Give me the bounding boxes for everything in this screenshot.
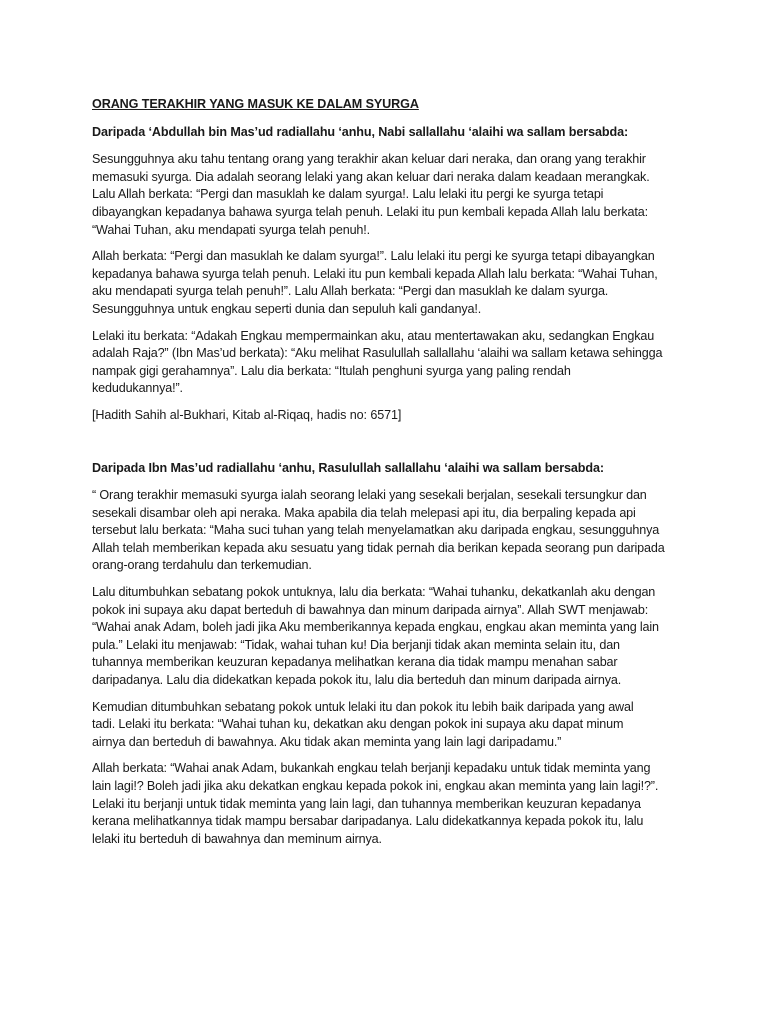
paragraph-line: pokok ini supaya aku dapat berteduh di bawahnya dan minum daripada airnya”. Allah SWT menjawab: (92, 602, 649, 617)
paragraph-line: daripadanya. Lalu dia didekatkan kepada pokok itu, lalu dia berteduh dan minum daripada airnya. (92, 673, 622, 688)
paragraph-line: “Wahai Tuhan, aku mendapati syurga telah penuh!. (92, 222, 370, 237)
paragraph-line: “Wahai anak Adam, boleh jadi jika Aku memberikannya kepada engkau, engkau akan meminta yang lain (92, 620, 659, 635)
paragraph-line: kerana melihatkannya tidak mampu bersabar daripadanya. Lalu didekatkannya kepada pokok itu, lalu (92, 814, 644, 829)
section1-paragraph-3 (92, 328, 688, 398)
paragraph-line: Sesungguhnya aku tahu tentang orang yang terakhir akan keluar dari neraka, dan orang yang terakhir (92, 152, 646, 167)
section2-paragraph-2 (92, 584, 688, 690)
document-title: ORANG TERAKHIR YANG MASUK KE DALAM SYURGA (92, 97, 419, 111)
section-gap (92, 434, 688, 460)
paragraph-line: tuhannya memberikan keuzuran kepadanya melihatkan kerana dia tidak mampu menahan sabar (92, 655, 618, 670)
section2-intro: Daripada Ibn Mas’ud radiallahu ‘anhu, Rasulullah sallallahu ‘alaihi wa sallam bersabda: (92, 460, 604, 475)
paragraph-line: adalah Raja?” (Ibn Mas’ud berkata): “Aku melihat Rasulullah sallallahu ‘alaihi wa sallam ketawa sehingga (92, 346, 663, 361)
section2-body (92, 487, 688, 848)
paragraph-line: tersebut lalu berkata: “Maha suci tuhan yang telah menyelamatkan aku daripada engkau, sesungguhnya (92, 523, 660, 538)
paragraph-line: pula.” Lelaki itu menjawab: “Tidak, wahai tuhan ku! Dia berjanji tidak akan meminta selain itu, dan (92, 637, 620, 652)
section1-paragraph-2 (92, 248, 688, 318)
paragraph-line: kedudukannya!”. (92, 381, 183, 396)
paragraph-line: airnya dan berteduh di bawahnya. Aku tidak akan meminta yang lain lagi daripadamu.” (92, 734, 562, 749)
hadith-citation: [Hadith Sahih al-Bukhari, Kitab al-Riqaq, hadis no: 6571] (92, 407, 402, 422)
paragraph-line: Allah berkata: “Wahai anak Adam, bukankah engkau telah berjanji kepadaku untuk tidak meminta yang (92, 761, 651, 776)
paragraph-line: dibayangkan kepadanya bahawa syurga telah penuh. Lelaki itu pun kembali kepada Allah lalu berkata: (92, 204, 648, 219)
paragraph-line: Kemudian ditumbuhkan sebatang pokok untuk lelaki itu dan pokok itu lebih baik daripada yang awal (92, 699, 634, 714)
paragraph-line: Lalu ditumbuhkan sebatang pokok untuknya, lalu dia berkata: “Wahai tuhanku, dekatkanlah aku dengan (92, 585, 656, 600)
section2-paragraph-1 (92, 487, 688, 575)
paragraph-line: orang-orang terdahulu dan terkemudian. (92, 558, 312, 573)
paragraph-line: aku mendapati syurga telah penuh!”. Lalu Allah berkata: “Pergi dan masuklah ke dalam syurga. (92, 284, 609, 299)
section1-intro: Daripada ‘Abdullah bin Mas’ud radiallahu ‘anhu, Nabi sallallahu ‘alaihi wa sallam bersabda: (92, 124, 629, 139)
paragraph-line: “ Orang terakhir memasuki syurga ialah seorang lelaki yang sesekali berjalan, sesekali tersungkur dan (92, 488, 647, 503)
paragraph-line: Sesungguhnya untuk engkau seperti dunia dan sepuluh kali gandanya!. (92, 301, 482, 316)
paragraph-line: kepadanya bahawa syurga telah penuh. Lelaki itu pun kembali kepada Allah lalu berkata: “Wahai Tuhan, (92, 266, 658, 281)
section1-body (92, 151, 688, 398)
paragraph-line: Allah telah memberikan kepada aku sesuatu yang tidak pernah dia berikan kepada seorang pun daripada (92, 540, 665, 555)
section2-paragraph-4 (92, 760, 688, 848)
paragraph-line: Lelaki itu berkata: “Adakah Engkau mempermainkan aku, atau mentertawakan aku, sedangkan Engkau (92, 328, 655, 343)
paragraph-line: Lelaki itu berjanji untuk tidak meminta yang lain lagi, dan tuhannya memberikan keuzuran kepadanya (92, 796, 641, 811)
paragraph-line: lain lagi!? Boleh jadi jika aku dekatkan engkau kepada pokok ini, engkau akan meminta yang lain lagi!?”. (92, 779, 659, 793)
paragraph-line: nampak gigi gerahamnya”. Lalu dia berkata: “Itulah penghuni syurga yang paling rendah (92, 363, 571, 378)
paragraph-line: Allah berkata: “Pergi dan masuklah ke dalam syurga!”. Lalu lelaki itu pergi ke syurga tetapi dibayangkan (92, 249, 655, 264)
paragraph-line: memasuki syurga. Dia adalah seorang lelaki yang akan keluar dari neraka dalam keadaan merangkak. (92, 169, 650, 184)
section2-paragraph-3 (92, 699, 688, 752)
paragraph-line: tadi. Lelaki itu berkata: “Wahai tuhan ku, dekatkan aku dengan pokok ini supaya aku dapat minum (92, 717, 624, 732)
paragraph-line: sesekali disambar oleh api neraka. Maka apabila dia telah melepasi api itu, dia berpaling kepada api (92, 505, 636, 520)
paragraph-line: lelaki itu berteduh di bawahnya dan meminum airnya. (92, 831, 382, 846)
section1-paragraph-1 (92, 151, 688, 239)
paragraph-line: Lalu Allah berkata: “Pergi dan masuklah ke dalam syurga!. Lalu lelaki itu pergi ke syurga tetapi (92, 187, 604, 202)
